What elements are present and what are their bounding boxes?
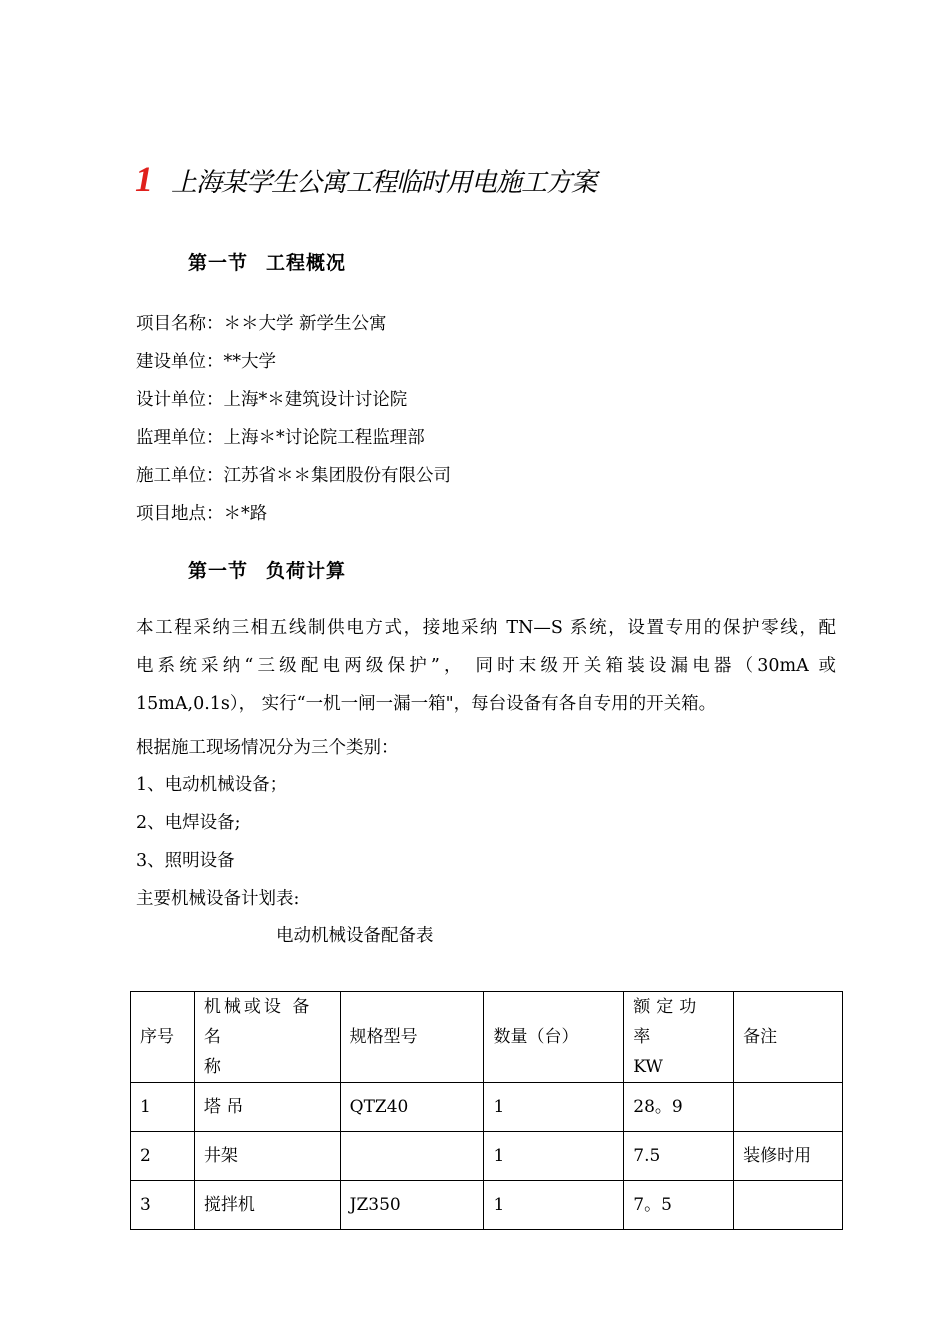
cell-spec [340, 1132, 484, 1181]
category-item: 3、照明设备 [136, 851, 235, 871]
section-name: 负荷计算 [266, 560, 347, 582]
cell-remark [734, 1083, 843, 1132]
categories-intro: 根据施工现场情况分为三个类别： [136, 738, 399, 758]
header-power-line: 额定功率 [633, 997, 703, 1047]
cell-qty: 1 [484, 1083, 624, 1132]
designer-line: 设计单位：上海*＊建筑设计讨论院 [136, 390, 408, 410]
section-name: 工程概况 [266, 252, 347, 274]
section-heading-overview [188, 248, 346, 275]
paragraph-line: 电系统采纳“三级配电两级保护”， 同时末级开关箱装设漏电器（30mA 或 [136, 656, 836, 676]
title-number: 1 [135, 159, 153, 199]
title-text: 上海某学生公寓工程临时用电施工方案 [171, 168, 597, 198]
header-power [624, 992, 734, 1083]
header-name-line: 称 [203, 1057, 221, 1077]
contractor-line: 施工单位：江苏省＊＊集团股份有限公司 [136, 466, 451, 486]
table-header-row [131, 992, 843, 1083]
paragraph-line: 15mA,0.1s）， 实行“一机一闸一漏一箱"，每台设备有各自专用的开关箱。 [136, 694, 717, 714]
cell-power: 28。9 [624, 1083, 734, 1132]
category-item: 1、电动机械设备； [136, 775, 288, 795]
header-name-line: 机械或设 备名 [203, 997, 313, 1047]
cell-spec: QTZ40 [340, 1083, 484, 1132]
location-line: 项目地点：＊*路 [136, 504, 268, 524]
section-heading-load [188, 556, 346, 583]
header-qty: 数量（台） [484, 992, 624, 1083]
header-spec: 规格型号 [340, 992, 484, 1083]
cell-remark [734, 1181, 843, 1230]
header-power-line: KW [633, 1057, 663, 1077]
section-label: 第一节 [188, 560, 249, 582]
cell-name: 塔 吊 [194, 1083, 340, 1132]
cell-seq: 1 [131, 1083, 195, 1132]
cell-seq: 2 [131, 1132, 195, 1181]
cell-name: 井架 [194, 1132, 340, 1181]
cell-power: 7.5 [624, 1132, 734, 1181]
cell-qty: 1 [484, 1181, 624, 1230]
category-item: 2、电焊设备; [136, 813, 241, 833]
header-name [194, 992, 340, 1083]
cell-spec: JZ350 [340, 1181, 484, 1230]
table-row [131, 1181, 843, 1230]
paragraph-line: 本工程采纳三相五线制供电方式，接地采纳 TN—S 系统，设置专用的保护零线，配 [136, 618, 836, 638]
supervisor-line: 监理单位：上海＊*讨论院工程监理部 [136, 428, 425, 448]
table-row [131, 1083, 843, 1132]
cell-power: 7。5 [624, 1181, 734, 1230]
client-line: 建设单位：**大学 [136, 352, 276, 372]
cell-qty: 1 [484, 1132, 624, 1181]
power-supply-paragraph [136, 609, 836, 723]
section-label: 第一节 [188, 252, 249, 274]
table-caption: 电动机械设备配备表 [276, 926, 434, 946]
document-title [135, 158, 596, 200]
header-remark: 备注 [734, 992, 843, 1083]
cell-remark: 装修时用 [734, 1132, 843, 1181]
plan-intro: 主要机械设备计划表: [136, 889, 300, 909]
project-name-line: 项目名称：＊＊大学 新学生公寓 [136, 314, 387, 334]
table-row [131, 1132, 843, 1181]
header-seq: 序号 [131, 992, 195, 1083]
cell-seq: 3 [131, 1181, 195, 1230]
cell-name: 搅拌机 [194, 1181, 340, 1230]
equipment-table [130, 991, 843, 1230]
